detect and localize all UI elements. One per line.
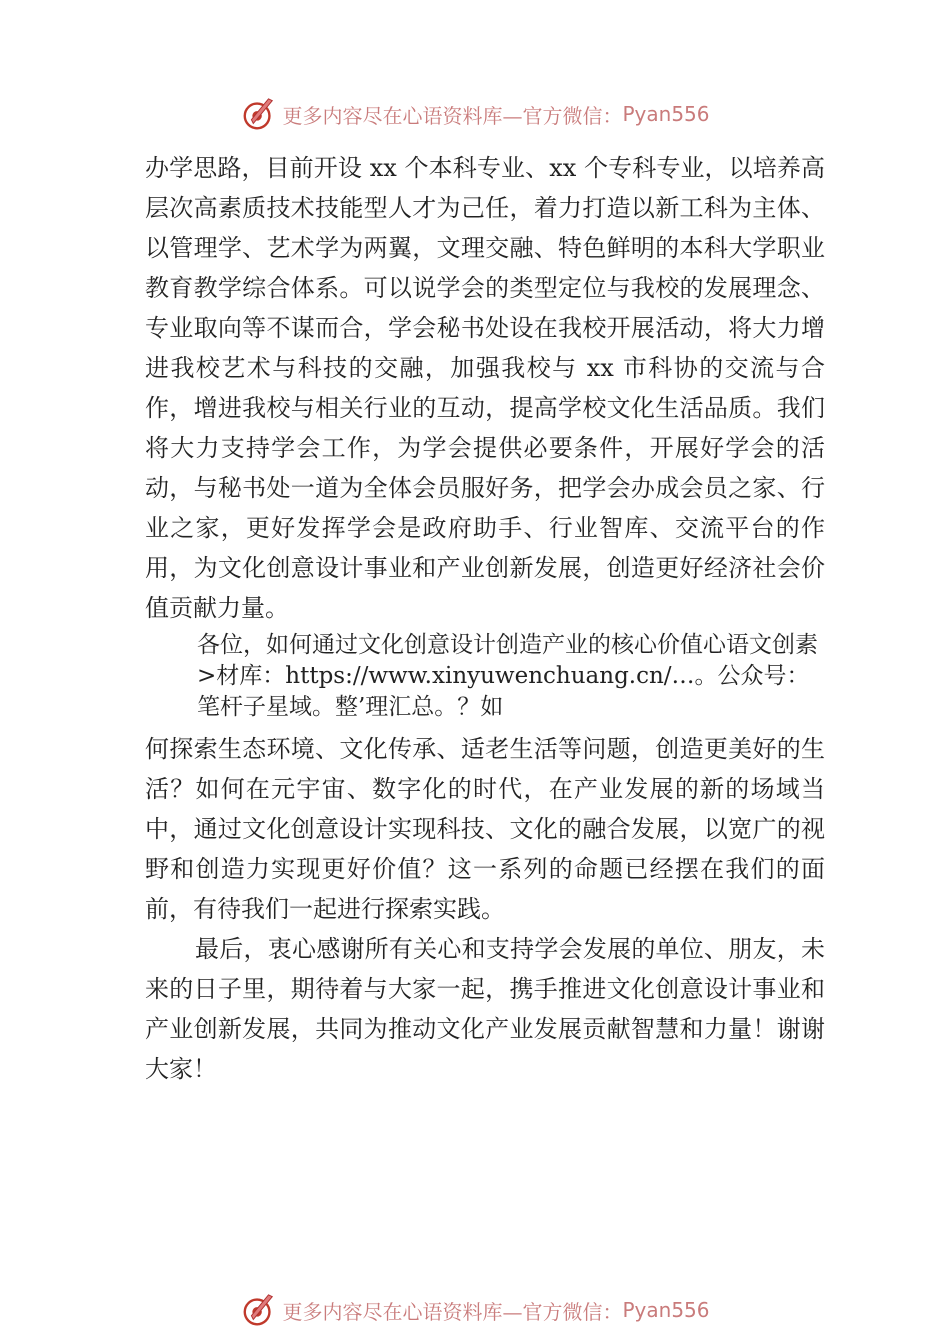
- footer-banner: [0, 1290, 950, 1330]
- header-wechat-id: Pyan556: [622, 102, 710, 126]
- quote-block: 各位，如何通过文化创意设计创造产业的核心价值心语文创素>材库：https://www.xinyuwenchuang.cn/…。公众号：笔杆子星域。整’理汇总。？如: [197, 632, 818, 720]
- header-banner: [0, 94, 950, 134]
- footer-wechat-id: Pyan556: [622, 1298, 710, 1322]
- paragraph-2: 何探索生态环境、文化传承、适老生活等问题，创造更美好的生活？如何在元宇宙、数字化的时代，在产业发展的新的场域当中，通过文化创意设计实现科技、文化的融合发展，以宽广的视野和创造力实现更好价值？这一系列的命题已经摆在我们的面前，有待我们一起进行探索实践。: [145, 735, 825, 923]
- quill-logo-icon: [240, 95, 278, 133]
- paragraph-3: 最后，衷心感谢所有关心和支持学会发展的单位、朋友，未来的日子里，期待着与大家一起，携手推进文化创意设计事业和产业创新发展，共同为推动文化产业发展贡献智慧和力量！谢谢大家！: [145, 935, 825, 1083]
- header-banner-text: 更多内容尽在心语资料库—官方微信：: [282, 103, 623, 128]
- document-body: [145, 148, 825, 1089]
- paragraph-1: 办学思路，目前开设 xx 个本科专业、xx 个专科专业，以培养高层次高素质技术技能型人才为己任，着力打造以新工科为主体、以管理学、艺术学为两翼，文理交融、特色鲜明的本科大学职业教育教学综合体系。可以说学会的类型定位与我校的发展理念、专业取向等不谋而合，学会秘书处设在我校开展活动，将大力增进我校艺术与科技的交融，加强我校与 xx 市科协的交流与合作，增进我校与相关行业的互动，提高学校文化生活品质。我们将大力支持学会工作，为学会提供必要条件，开展好学会的活动，与秘书处一道为全体会员服好务，把学会办成会员之家、行业之家，更好发挥学会是政府助手、行业智库、交流平台的作用，为文化创意设计事业和产业创新发展，创造更好经济社会价值贡献力量。: [145, 154, 825, 622]
- footer-banner-text: 更多内容尽在心语资料库—官方微信：: [282, 1299, 623, 1324]
- quill-logo-icon: [240, 1291, 278, 1329]
